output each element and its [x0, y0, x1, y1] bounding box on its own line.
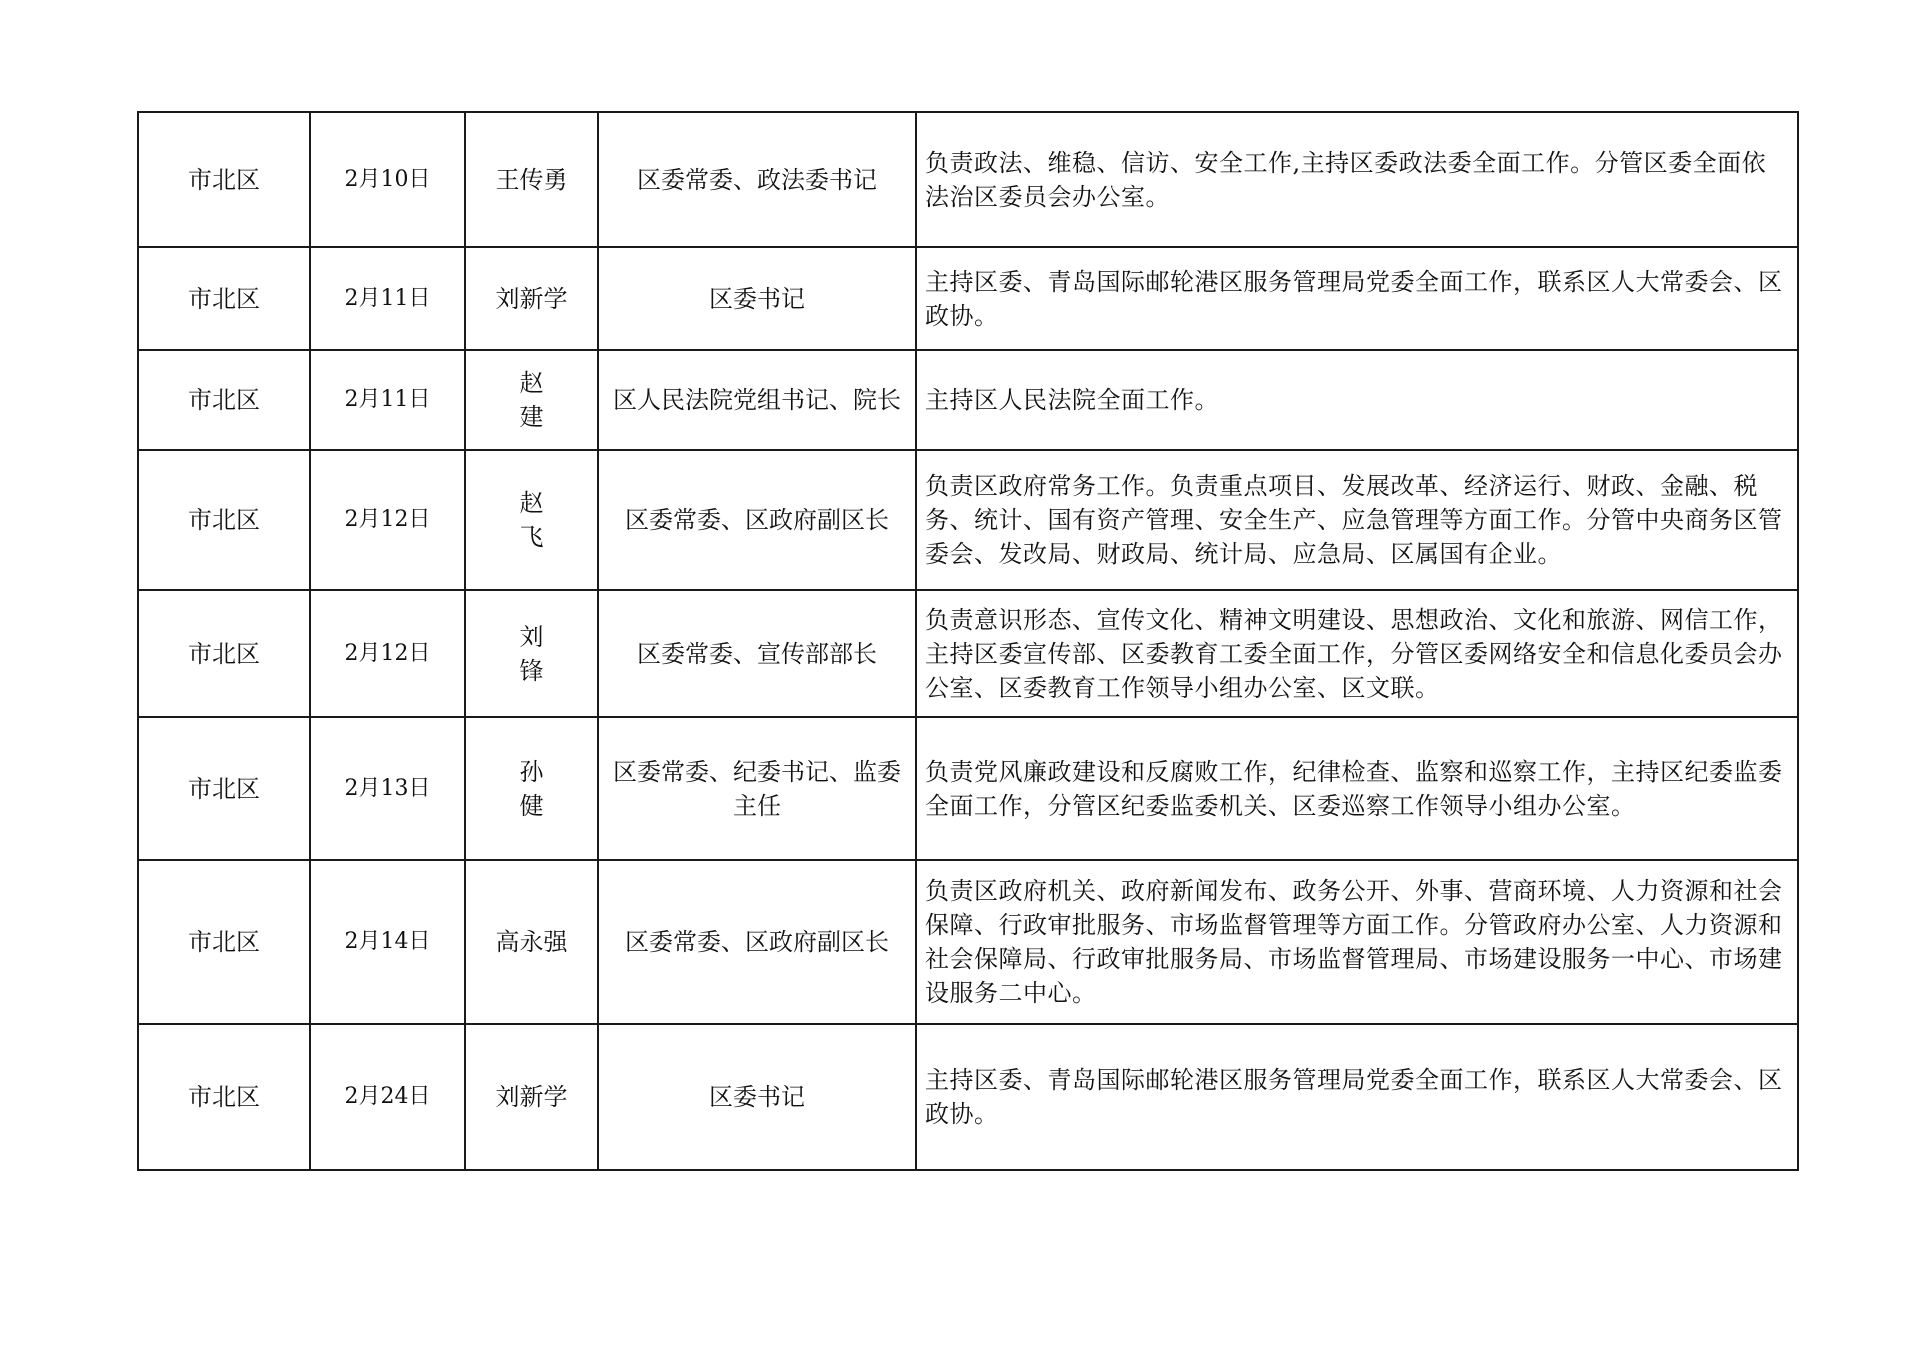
table-row	[138, 860, 1798, 1024]
date-cell: 2月11日	[310, 350, 465, 450]
schedule-table	[137, 111, 1799, 1171]
title-cell: 区委书记	[598, 247, 916, 350]
duties-cell: 主持区委、青岛国际邮轮港区服务管理局党委全面工作，联系区人大常委会、区政协。	[916, 247, 1798, 350]
date-cell: 2月10日	[310, 112, 465, 247]
name-cell: 孙 健	[465, 717, 598, 860]
title-cell: 区委常委、区政府副区长	[598, 860, 916, 1024]
duties-cell: 负责党风廉政建设和反腐败工作，纪律检查、监察和巡察工作，主持区纪委监委全面工作，分管区纪委监委机关、区委巡察工作领导小组办公室。	[916, 717, 1798, 860]
date-cell: 2月11日	[310, 247, 465, 350]
district-cell: 市北区	[138, 450, 310, 590]
name-cell: 刘新学	[465, 1024, 598, 1170]
duties-cell: 负责政法、维稳、信访、安全工作,主持区委政法委全面工作。分管区委全面依法治区委员会办公室。	[916, 112, 1798, 247]
table-row	[138, 717, 1798, 860]
duties-cell: 主持区人民法院全面工作。	[916, 350, 1798, 450]
table-row	[138, 590, 1798, 717]
district-cell: 市北区	[138, 590, 310, 717]
table-row	[138, 450, 1798, 590]
title-cell: 区委常委、政法委书记	[598, 112, 916, 247]
duties-cell: 主持区委、青岛国际邮轮港区服务管理局党委全面工作，联系区人大常委会、区政协。	[916, 1024, 1798, 1170]
district-cell: 市北区	[138, 1024, 310, 1170]
name-cell: 刘 锋	[465, 590, 598, 717]
table-row	[138, 112, 1798, 247]
name-cell: 刘新学	[465, 247, 598, 350]
reception-schedule-sheet	[137, 111, 1797, 1171]
name-cell: 赵 建	[465, 350, 598, 450]
date-cell: 2月14日	[310, 860, 465, 1024]
name-cell: 王传勇	[465, 112, 598, 247]
date-cell: 2月12日	[310, 450, 465, 590]
district-cell: 市北区	[138, 112, 310, 247]
title-cell: 区委常委、区政府副区长	[598, 450, 916, 590]
title-cell: 区委常委、纪委书记、监委主任	[598, 717, 916, 860]
title-cell: 区人民法院党组书记、院长	[598, 350, 916, 450]
name-cell: 赵 飞	[465, 450, 598, 590]
district-cell: 市北区	[138, 860, 310, 1024]
table-row	[138, 1024, 1798, 1170]
district-cell: 市北区	[138, 717, 310, 860]
duties-cell: 负责区政府常务工作。负责重点项目、发展改革、经济运行、财政、金融、税务、统计、国有资产管理、安全生产、应急管理等方面工作。分管中央商务区管委会、发改局、财政局、统计局、应急局、区属国有企业。	[916, 450, 1798, 590]
name-cell: 高永强	[465, 860, 598, 1024]
duties-cell: 负责意识形态、宣传文化、精神文明建设、思想政治、文化和旅游、网信工作，主持区委宣传部、区委教育工委全面工作，分管区委网络安全和信息化委员会办公室、区委教育工作领导小组办公室、区文联。	[916, 590, 1798, 717]
title-cell: 区委常委、宣传部部长	[598, 590, 916, 717]
duties-cell: 负责区政府机关、政府新闻发布、政务公开、外事、营商环境、人力资源和社会保障、行政审批服务、市场监督管理等方面工作。分管政府办公室、人力资源和社会保障局、行政审批服务局、市场监督管理局、市场建设服务一中心、市场建设服务二中心。	[916, 860, 1798, 1024]
date-cell: 2月12日	[310, 590, 465, 717]
district-cell: 市北区	[138, 350, 310, 450]
district-cell: 市北区	[138, 247, 310, 350]
table-row	[138, 350, 1798, 450]
title-cell: 区委书记	[598, 1024, 916, 1170]
date-cell: 2月13日	[310, 717, 465, 860]
table-row	[138, 247, 1798, 350]
date-cell: 2月24日	[310, 1024, 465, 1170]
